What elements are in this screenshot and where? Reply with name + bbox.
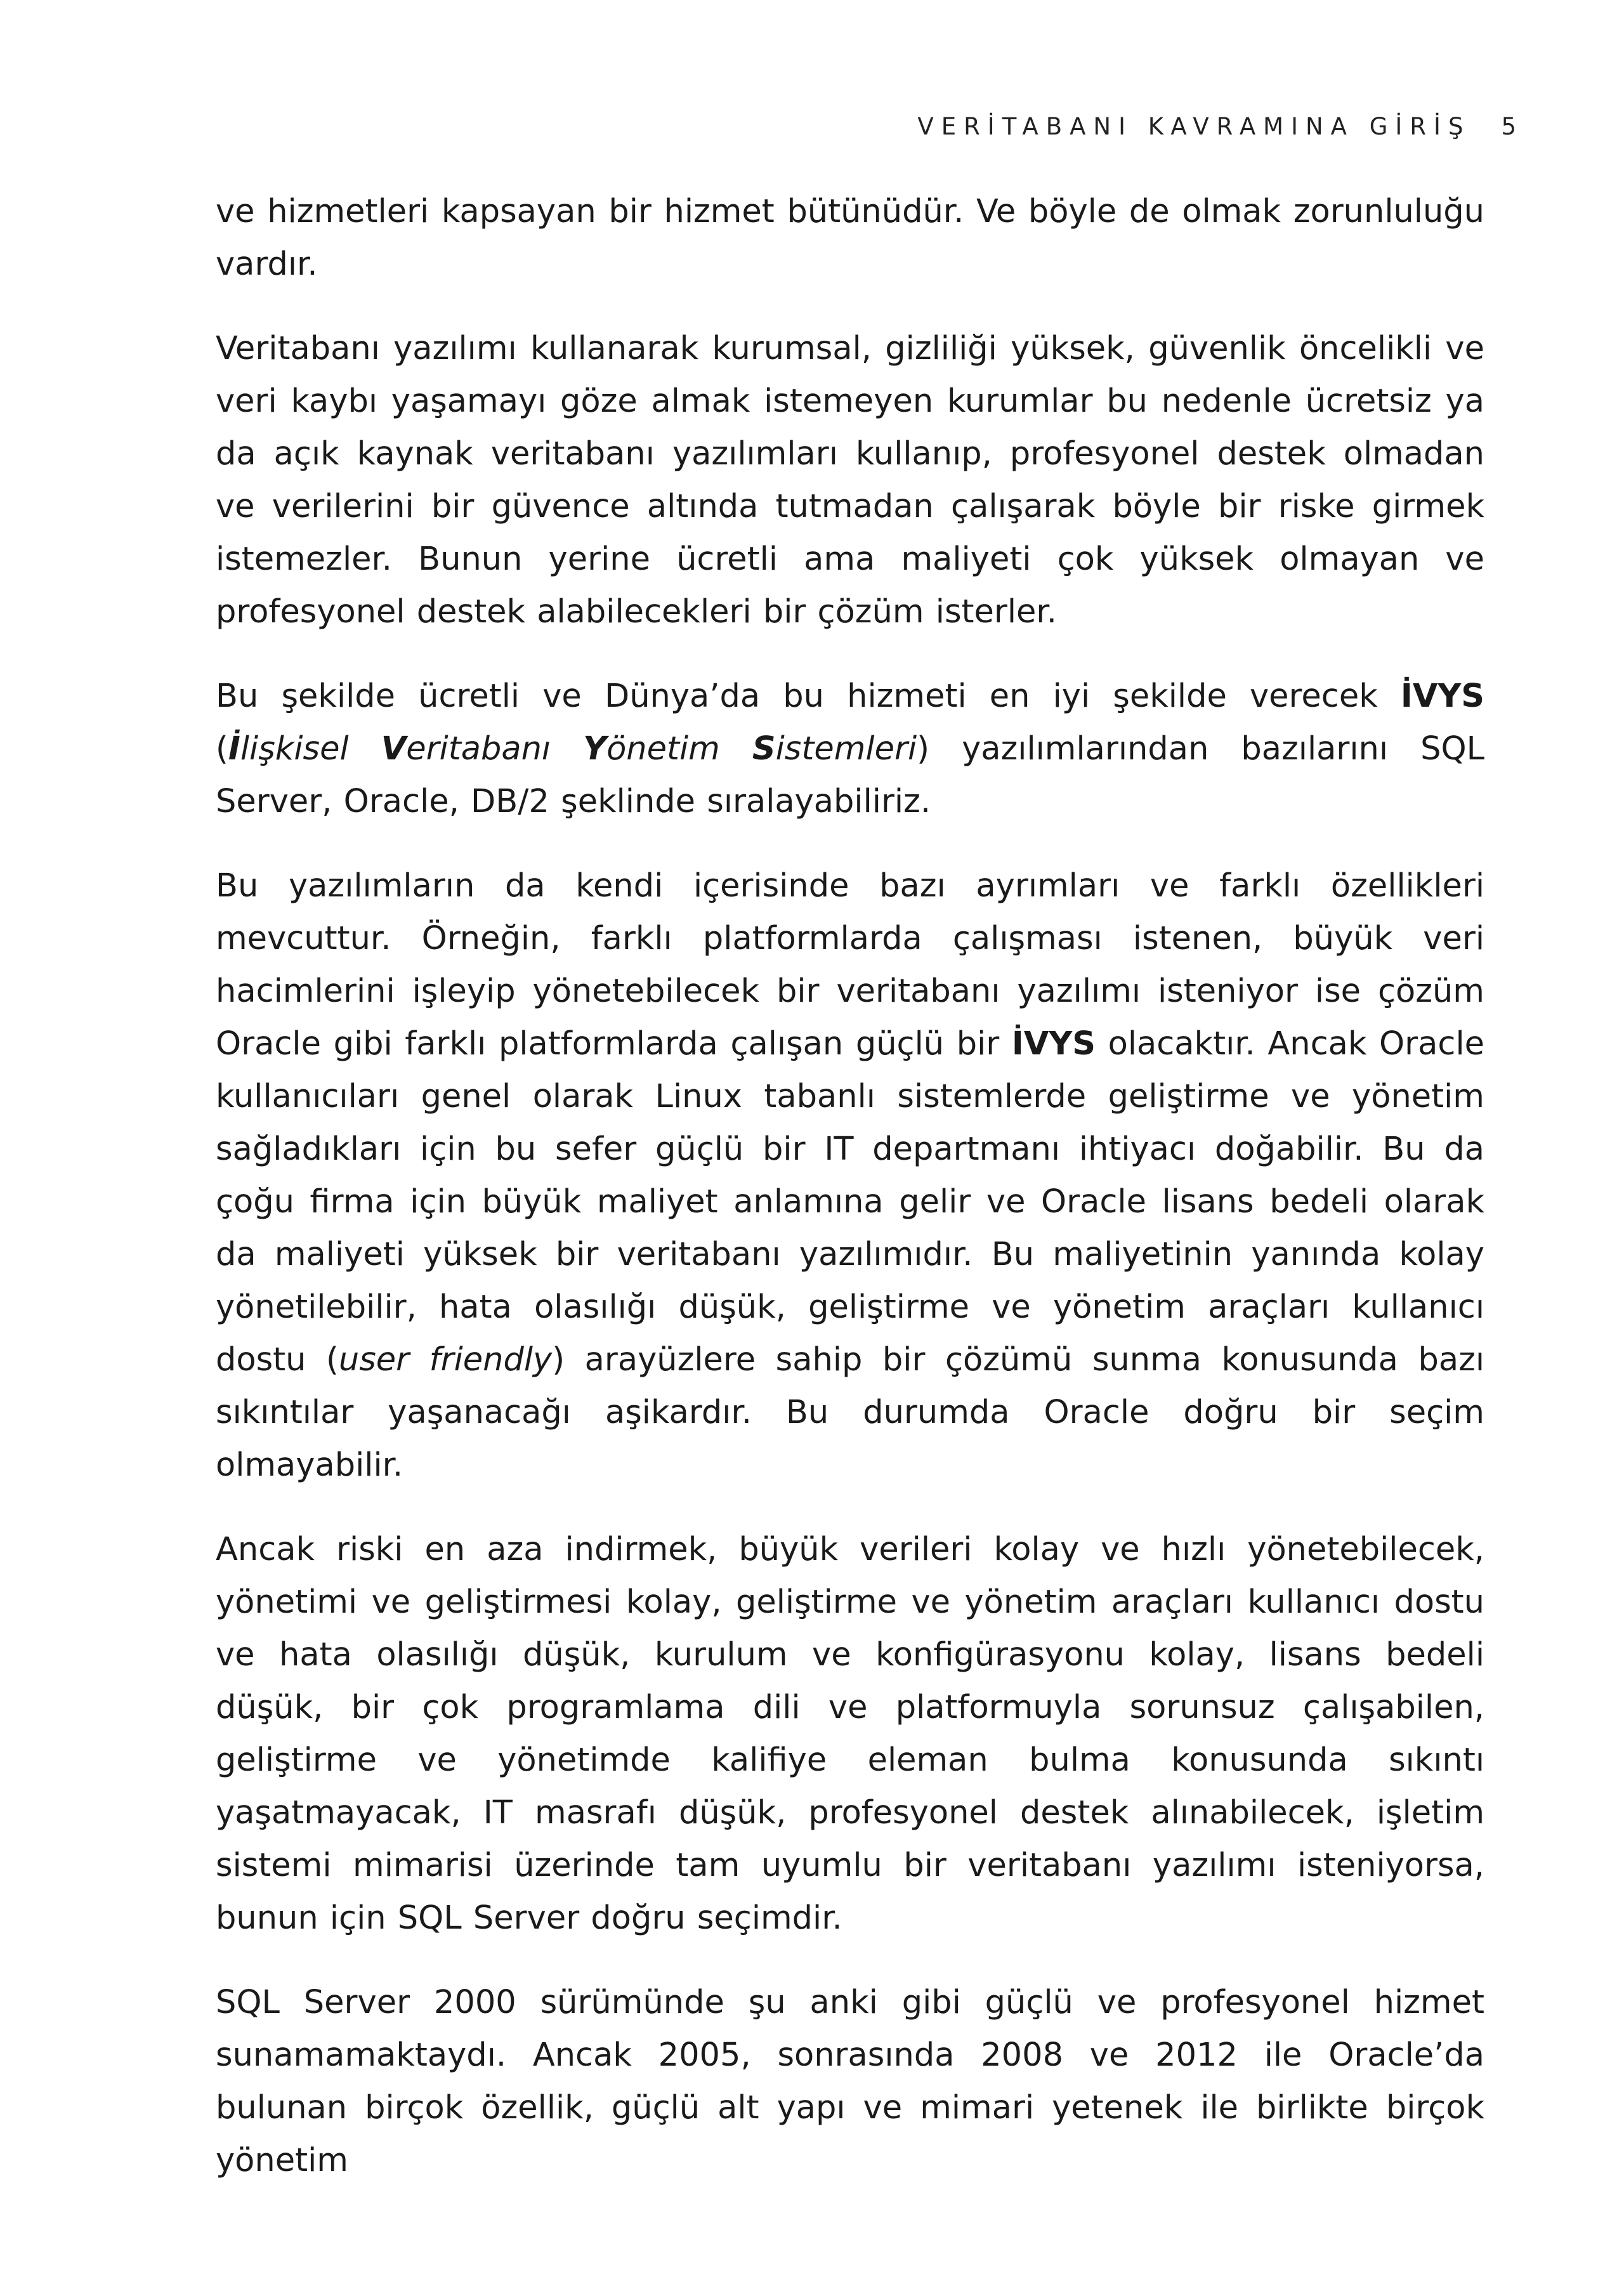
paragraph-3-text-1: Bu şekilde ücretli ve Dünya’da bu hizmeti en iyi şekilde verecek (216, 678, 1401, 715)
paragraph-2: Veritabanı yazılımı kullanarak kurumsal, gizliliği yüksek, güvenlik öncelikli ve veri kaybı yaşamayı göze almak istemeyen kurumlar bu nedenle ücretsiz ya da açık kaynak veritabanı yazılımları kullanıp, profesyonel destek olmadan ve verilerini bir güvence altında tutmadan çalışarak böyle bir riske girmek istemezler. Bunun yerine ücretli ama maliyeti çok yüksek olmayan ve profesyonel destek alabilecekleri bir çözüm isterler. (216, 330, 1484, 631)
paragraph-6: SQL Server 2000 sürümünde şu anki gibi güçlü ve profesyonel hizmet sunamamaktaydı. Ancak 2005, sonrasında 2008 ve 2012 ile Oracle’da bulunan birçok özellik, güçlü alt yapı ve mimari yetenek ile birlikte birçok yönetim (216, 1984, 1484, 2179)
acronym-initial-i: İ (228, 730, 240, 768)
ivys-acronym: İVYS (1400, 678, 1484, 715)
acronym-word-iliskisel: lişkisel (240, 730, 381, 768)
paragraph-4-text-1: Bu yazılımların da kendi içerisinde bazı ayrımları ve farklı özellikleri mevcuttur. Örneğin, farklı platformlarda çalışması istenen, büyük veri hacimlerini işleyip yönetebilecek bir veritabanı yazılımı isteniyor ise çözüm Oracle gibi farklı platformlarda çalışan güçlü bir (216, 867, 1484, 1063)
paragraph-3-text-2: ( (216, 730, 228, 768)
paragraph-5: Ancak riski en aza indirmek, büyük verileri kolay ve hızlı yönetebilecek, yönetimi ve geliştirmesi kolay, geliştirme ve yönetim araçları kullanıcı dostu ve hata olasılığı düşük, kurulum ve konfigürasyonu kolay, lisans bedeli düşük, bir çok programlama dili ve platformuyla sorunsuz çalışabilen, geliştirme ve yönetimde kalifiye eleman bulma konusunda sıkıntı yaşatmayacak, IT masrafı düşük, profesyonel destek alınabilecek, işletim sistemi mimarisi üzerinde tam uyumlu bir veritabanı yazılımı isteniyorsa, bunun için SQL Server doğru seçimdir. (216, 1531, 1484, 1937)
acronym-word-sistemleri: istemleri (775, 730, 917, 768)
paragraph-3-text-3: ) yazılımlarından bazılarını SQL Server, Oracle, DB/2 şeklinde sıralayabiliriz. (216, 730, 1484, 820)
acronym-word-veritabani: eritabanı (406, 730, 584, 768)
paragraph-1: ve hizmetleri kapsayan bir hizmet bütünüdür. Ve böyle de olmak zorunluluğu vardır. (216, 193, 1484, 283)
ivys-acronym: İVYS (1011, 1025, 1096, 1063)
paragraph-3 (216, 670, 1484, 828)
acronym-word-yonetim: önetim (606, 730, 752, 768)
page-number: 5 (1501, 113, 1516, 140)
paragraph-4 (216, 860, 1484, 1492)
user-friendly-term: user friendly (338, 1341, 553, 1379)
acronym-initial-y: Y (583, 730, 607, 768)
body-text (216, 185, 1484, 2219)
paragraph-4-text-3: ) arayüzlere sahip bir çözümü sunma konusunda bazı sıkıntılar yaşanacağı aşikardır. Bu durumda Oracle doğru bir seçim olmayabilir. (216, 1341, 1485, 1484)
paragraph-4-text-2: olacaktır. Ancak Oracle kullanıcıları genel olarak Linux tabanlı sistemlerde geliştirme ve yönetim sağladıkları için bu sefer güçlü bir IT departmanı ihtiyacı doğabilir. Bu da çoğu firma için büyük maliyet anlamına gelir ve Oracle lisans bedeli olarak da maliyeti yüksek bir veritabanı yazılımıdır. Bu maliyetinin yanında kolay yönetilebilir, hata olasılığı düşük, geliştirme ve yönetim araçları kullanıcı dostu ( (216, 1025, 1484, 1379)
acronym-initial-s: S (752, 730, 776, 768)
acronym-initial-v: V (381, 730, 407, 768)
chapter-title: VERİTABANI KAVRAMINA GİRİŞ (917, 113, 1471, 140)
running-header (875, 113, 1516, 140)
